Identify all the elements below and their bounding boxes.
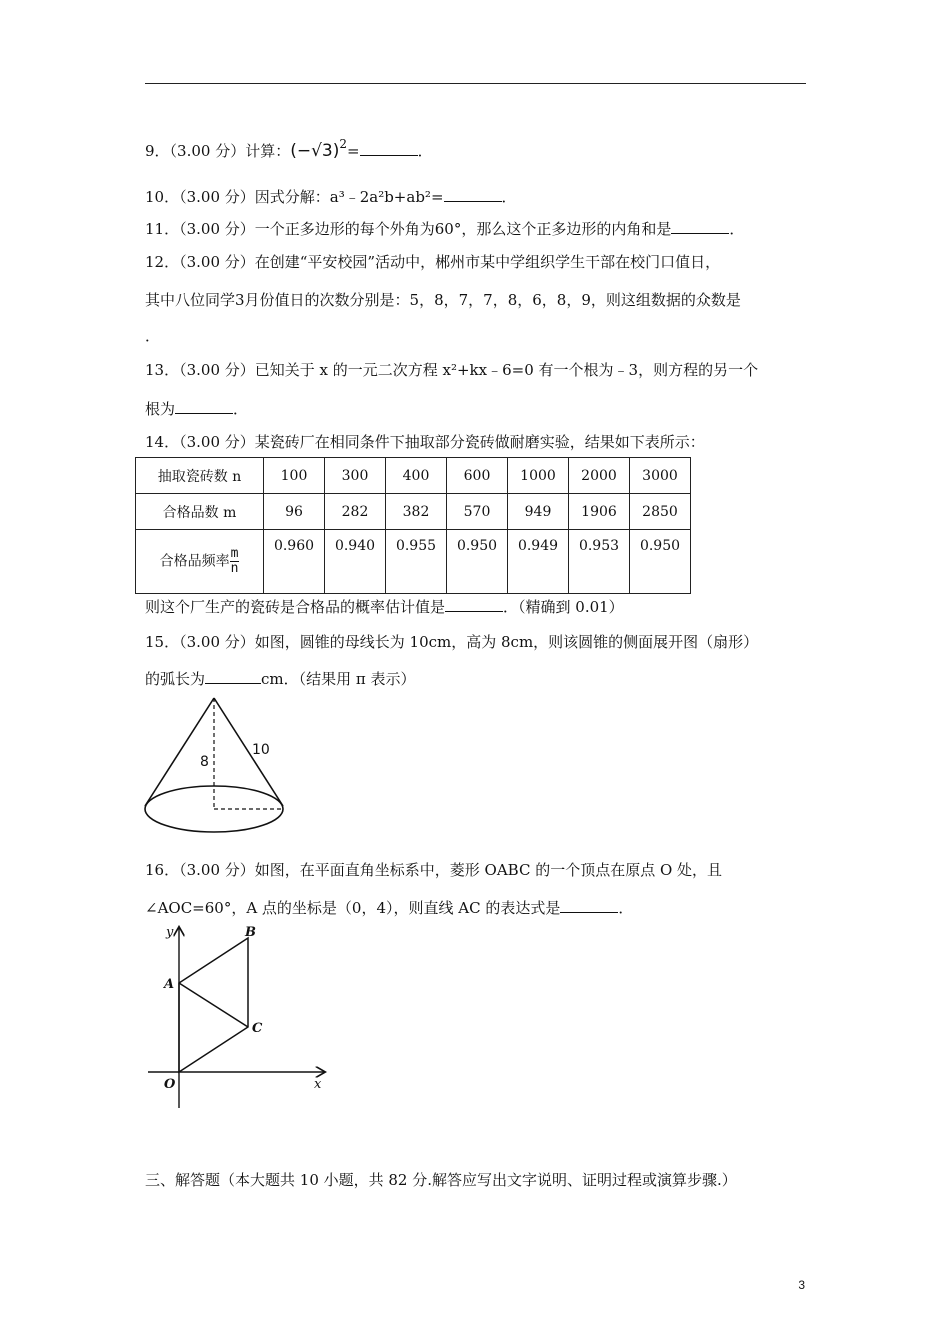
- question-15-line1: 15．（3.00 分）如图，圆锥的母线长为 10cm，高为 8cm，则该圆锥的侧面展开图（扇形）: [145, 633, 759, 651]
- question-11: 11．（3.00 分）一个正多边形的每个外角为60°，那么这个正多边形的内角和是 ．: [145, 220, 745, 238]
- table-cell: 0.960: [264, 530, 325, 594]
- table-cell: 0.950: [447, 530, 508, 594]
- diagonal-ac: [179, 983, 248, 1027]
- table-cell: 96: [264, 494, 325, 530]
- row-header: 抽取瓷砖数 n: [136, 458, 264, 494]
- question-16-line2: ∠AOC=60°，A 点的坐标是（0，4），则直线 AC 的表达式是 ．: [145, 899, 634, 917]
- table-cell: 2850: [630, 494, 691, 530]
- table-cell: 0.940: [325, 530, 386, 594]
- table-cell: 282: [325, 494, 386, 530]
- table-cell: 0.955: [386, 530, 447, 594]
- page-number: 3: [798, 1278, 805, 1292]
- table-cell: 382: [386, 494, 447, 530]
- table-cell: 1906: [569, 494, 630, 530]
- answer-blank[interactable]: [671, 218, 729, 234]
- table-cell: 0.953: [569, 530, 630, 594]
- question-12-line3: ．: [145, 327, 161, 345]
- section-3-heading: 三、解答题（本大题共 10 小题，共 82 分.解答应写出文字说明、证明过程或演算步骤.）: [145, 1171, 737, 1189]
- question-13-line2: 根为 ．: [145, 400, 249, 418]
- question-13-line1: 13．（3.00 分）已知关于 x 的一元二次方程 x²+kx﹣6=0 有一个根为﹣3，则方程的另一个: [145, 361, 759, 379]
- cone-height-label: 8: [200, 754, 209, 770]
- question-16-line1: 16．（3.00 分）如图，在平面直角坐标系中，菱形 OABC 的一个顶点在原点 O 处，且: [145, 861, 723, 879]
- table-cell: 0.950: [630, 530, 691, 594]
- table-row: [136, 494, 691, 530]
- answer-blank[interactable]: [445, 596, 503, 612]
- answer-blank[interactable]: [360, 140, 418, 156]
- row-header: 合格品数 m: [136, 494, 264, 530]
- table-cell: 949: [508, 494, 569, 530]
- table-row: [136, 458, 691, 494]
- table-cell: 3000: [630, 458, 691, 494]
- table-cell: 2000: [569, 458, 630, 494]
- cone-slant-label: 10: [252, 742, 270, 758]
- question-14-after: 则这个厂生产的瓷砖是合格品的概率估计值是 ．（精确到 0.01）: [145, 598, 624, 616]
- table-cell: 600: [447, 458, 508, 494]
- label-c: C: [252, 1021, 263, 1036]
- label-a: A: [164, 977, 175, 992]
- label-b: B: [245, 925, 256, 940]
- header-rule: [145, 83, 806, 84]
- answer-blank[interactable]: [444, 186, 502, 202]
- table-row: [136, 530, 691, 594]
- label-y: y: [166, 925, 174, 940]
- cone-figure: [138, 692, 294, 840]
- answer-blank[interactable]: [205, 668, 261, 684]
- row-header: 合格品频率 $\frac{m}{n}$: [136, 530, 264, 594]
- rhombus-figure: [144, 920, 340, 1115]
- table-cell: 570: [447, 494, 508, 530]
- label-o: O: [164, 1077, 176, 1092]
- table-cell: 300: [325, 458, 386, 494]
- question-9: 9．（3.00 分）计算：$(-√3)^2=$ ．: [145, 137, 433, 161]
- answer-blank[interactable]: [560, 897, 618, 913]
- sqrt-expression: (−√3): [290, 141, 340, 161]
- label-x: x: [314, 1077, 322, 1092]
- tile-test-table: [135, 457, 691, 594]
- fraction-m-over-n: $\frac{m}{n}$: [230, 546, 239, 576]
- question-12-line1: 12．（3.00 分）在创建“平安校园”活动中，郴州市某中学组织学生干部在校门口值日，: [145, 253, 721, 271]
- table-cell: 100: [264, 458, 325, 494]
- question-10: 10．（3.00 分）因式分解：a³﹣2a²b+ab²= ．: [145, 188, 517, 206]
- question-12-line2: 其中八位同学3月份值日的次数分别是：5，8，7，7，8，6，8，9，则这组数据的众数是: [145, 291, 741, 309]
- table-cell: 0.949: [508, 530, 569, 594]
- question-15-line2: 的弧长为 cm．（结果用 π 表示）: [145, 670, 416, 688]
- table-cell: 400: [386, 458, 447, 494]
- table-cell: 1000: [508, 458, 569, 494]
- answer-blank[interactable]: [175, 398, 233, 414]
- question-14-intro: 14．（3.00 分）某瓷砖厂在相同条件下抽取部分瓷砖做耐磨实验，结果如下表所示：: [145, 433, 705, 451]
